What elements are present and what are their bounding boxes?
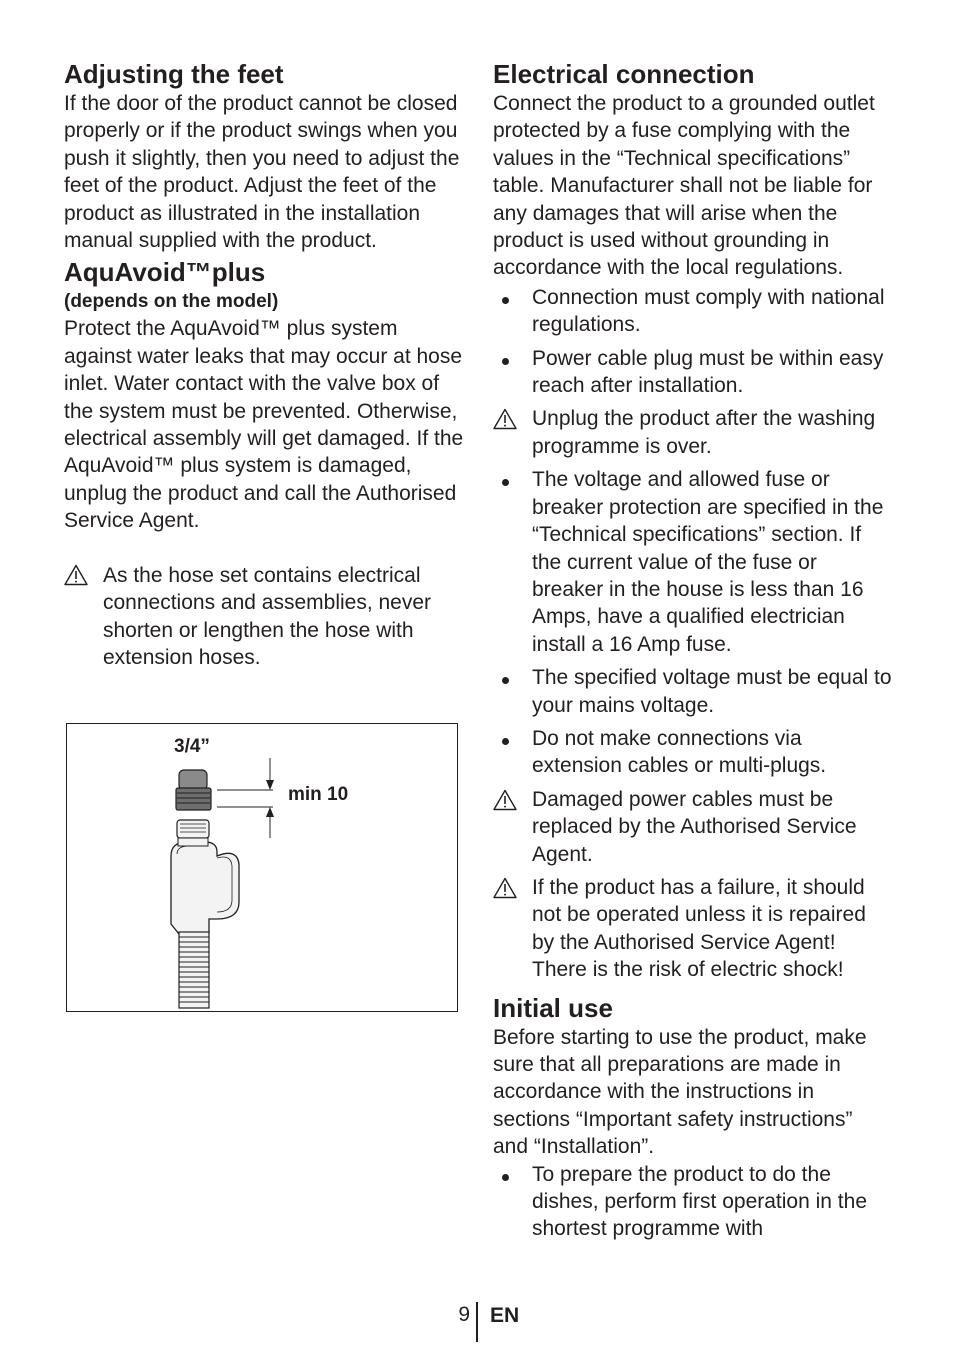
warning-icon [64, 564, 88, 591]
warning-icon [493, 786, 517, 818]
electrical-list [493, 284, 893, 984]
list-item-text: Do not make connections via extension cables or multi-plugs. [532, 726, 827, 778]
bullet-icon [493, 345, 517, 372]
list-item-text: Power cable plug must be within easy reach after installation. [532, 346, 884, 398]
list-item-text: Unplug the product after the washing programme is over. [532, 407, 876, 458]
aquavoid-warning [64, 562, 464, 672]
page-number: 9 [458, 1303, 470, 1326]
bullet-item [493, 284, 893, 339]
warning-icon [493, 874, 517, 906]
warning-icon [493, 405, 517, 437]
aquavoid-body: Protect the AquAvoid™ plus system against water leaks that may occur at hose inlet. Water contact with the valve box of the system must be prevented. Otherwise, electrical assembly will get damaged. If the AquAvoid™ plus system is damaged, unplug the product and call the Authorised Service Agent. [64, 317, 464, 533]
bullet-icon [493, 1161, 517, 1188]
electrical-connection-heading: Electrical connection [493, 59, 755, 89]
adjusting-feet-body: If the door of the product cannot be closed properly or if the product swings when you push it slightly, then you need to adjust the feet of the product. Adjust the feet of the product as illustrated in the installation manual supplied with the product. [64, 92, 460, 253]
bullet-icon [493, 725, 517, 752]
aquavoid-heading: AquAvoid™plus [64, 257, 266, 288]
list-item-text: Connection must comply with national regulations. [532, 285, 885, 337]
initial-use-body: Before starting to use the product, make sure that all preparations are made in accordance with the instructions in sections “Important safety instructions” and “Installation”. [493, 1025, 867, 1159]
aquavoid-warning-text: As the hose set contains electrical connections and assemblies, never shorten or lengthen the hose with extension hoses. [103, 563, 432, 669]
warning-item [493, 874, 893, 984]
list-item-text: To prepare the product to do the dishes, perform first operation in the shortest programme with [532, 1162, 867, 1241]
list-item-text: If the product has a failure, it should not be operated unless it is repaired by the Authorised Service Agent! There is the risk of electric shock! [532, 875, 866, 982]
electrical-connection-body: Connect the product to a grounded outlet protected by a fuse complying with the values in the “Technical specifications” table. Manufacturer shall not be liable for any damages that will arise when the product is used without grounding in accordance with the local regulations. [493, 92, 875, 280]
bullet-icon [493, 466, 517, 493]
bullet-icon [493, 284, 517, 311]
list-item-text: The specified voltage must be equal to your mains voltage. [532, 666, 892, 717]
footer-divider [476, 1302, 478, 1342]
hose-illustration [67, 724, 459, 1013]
initial-use-heading: Initial use [493, 992, 613, 1023]
list-item-text: The voltage and allowed fuse or breaker protection are specified in the “Technical specifications” section. If the current value of the fuse or breaker in the house is less than 16 Amps, have a qualified electrician install a 16 Amp fuse. [532, 468, 884, 656]
adjusting-feet-heading: Adjusting the feet [64, 59, 284, 89]
warning-item [493, 405, 893, 460]
bullet-item [493, 725, 893, 780]
aquavoid-subheading: (depends on the model) [64, 291, 279, 313]
right-column [493, 58, 893, 1243]
thread-size-label: 3/4” [174, 736, 210, 757]
list-item-text: Damaged power cables must be replaced by the Authorised Service Agent. [532, 787, 857, 866]
bullet-item [493, 466, 893, 658]
language-code: EN [490, 1304, 520, 1327]
initial-list [493, 1161, 893, 1243]
warning-item [493, 786, 893, 868]
bullet-item [493, 664, 893, 719]
bullet-icon [493, 664, 517, 691]
bullet-item [493, 1161, 893, 1243]
min-distance-label: min 10 [288, 784, 349, 805]
hose-figure [66, 723, 458, 1012]
bullet-item [493, 345, 893, 400]
left-column [64, 58, 464, 671]
